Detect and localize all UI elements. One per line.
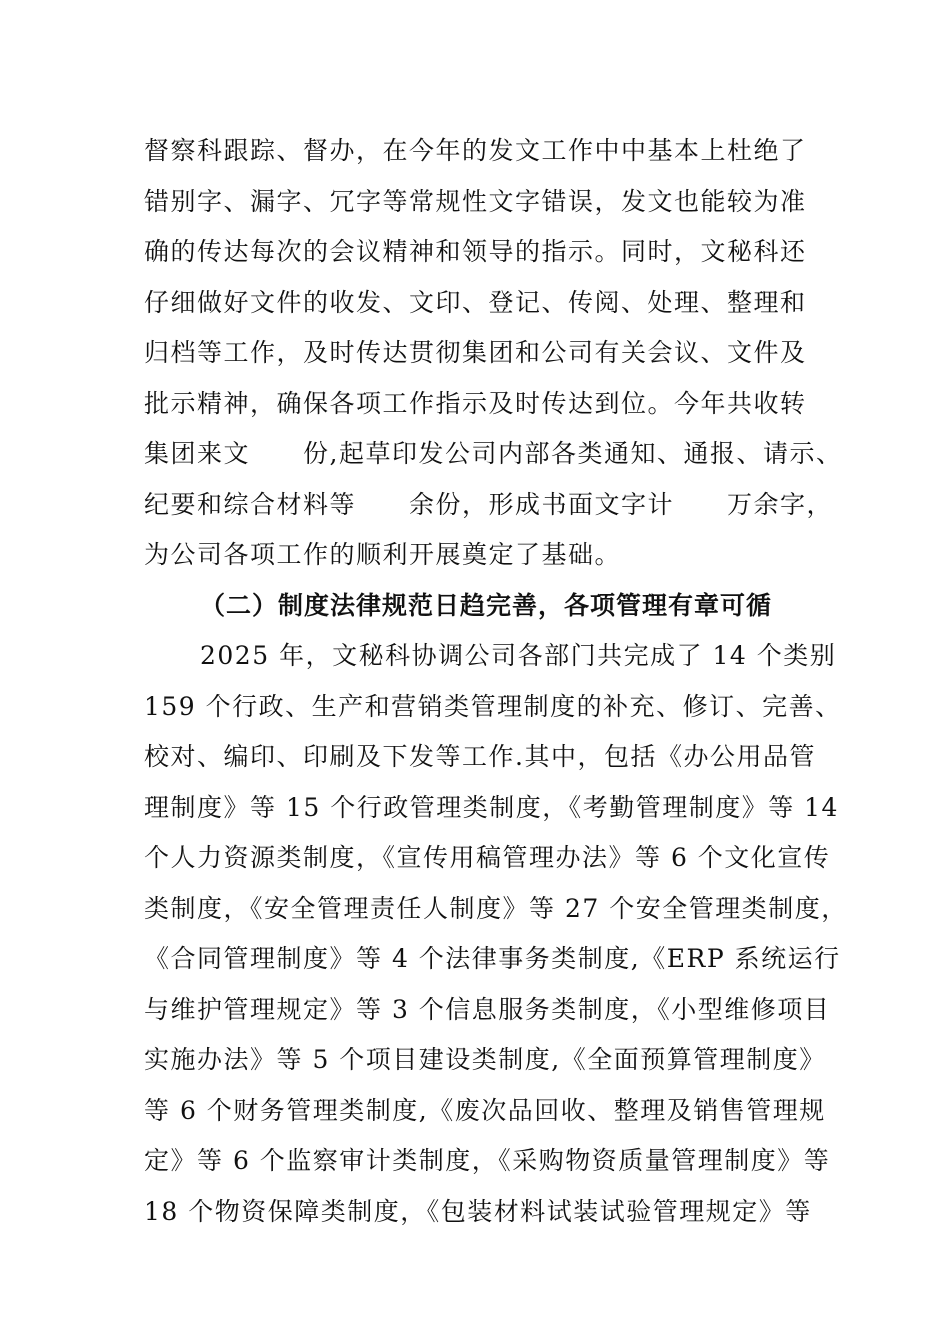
text-line: 校对、编印、印刷及下发等工作.其中，包括《办公用品管: [144, 742, 816, 771]
text-line: 类制度，《安全管理责任人制度》等 27 个安全管理类制度，: [144, 893, 848, 923]
document-body: [144, 126, 848, 1237]
paragraph-1: [144, 126, 843, 581]
text-line: 集团来文 份,起草印发公司内部各类通知、通报、请示、: [144, 439, 843, 468]
text-line: 159 个行政、生产和营销类管理制度的补充、修订、完善、: [144, 691, 842, 721]
text-line: 确的传达每次的会议精神和领导的指示。同时，文秘科还: [144, 237, 807, 266]
text-line: 与维护管理规定》等 3 个信息服务类制度，《小型维修项目: [144, 994, 831, 1024]
paragraph-2: [144, 631, 848, 1237]
text-line: 2025 年，文秘科协调公司各部门共完成了 14 个类别: [200, 641, 837, 670]
text-line: 《合同管理制度》等 4 个法律事务类制度,《ERP 系统运行: [144, 944, 841, 973]
text-line: 等 6 个财务管理类制度,《废次品回收、整理及销售管理规: [144, 1095, 826, 1125]
text-line: 仔细做好文件的收发、文印、登记、传阅、处理、整理和: [144, 287, 807, 317]
text-line: 纪要和综合材料等 余份，形成书面文字计 万余字，: [144, 489, 834, 519]
text-line: 18 个物资保障类制度，《包装材料试装试验管理规定》等: [144, 1196, 812, 1226]
text-line: 实施办法》等 5 个项目建设类制度,《全面预算管理制度》: [144, 1045, 826, 1074]
text-line: 归档等工作，及时传达贯彻集团和公司有关会议、文件及: [144, 338, 807, 367]
text-line: 定》等 6 个监察审计类制度，《采购物资质量管理制度》等: [144, 1146, 831, 1175]
text-line: 错别字、漏字、冗字等常规性文字错误，发文也能较为准: [144, 186, 807, 216]
text-line: 个人力资源类制度，《宣传用稿管理办法》等 6 个文化宣传: [144, 843, 831, 872]
section-heading: （二）制度法律规范日趋完善，各项管理有章可循: [200, 590, 773, 620]
text-line: 督察科跟踪、督办，在今年的发文工作中中基本上杜绝了: [144, 136, 807, 165]
text-line: 为公司各项工作的顺利开展奠定了基础。: [144, 540, 622, 569]
text-line: 理制度》等 15 个行政管理类制度，《考勤管理制度》等 14: [144, 792, 839, 822]
text-line: 批示精神，确保各项工作指示及时传达到位。今年共收转: [144, 388, 807, 418]
